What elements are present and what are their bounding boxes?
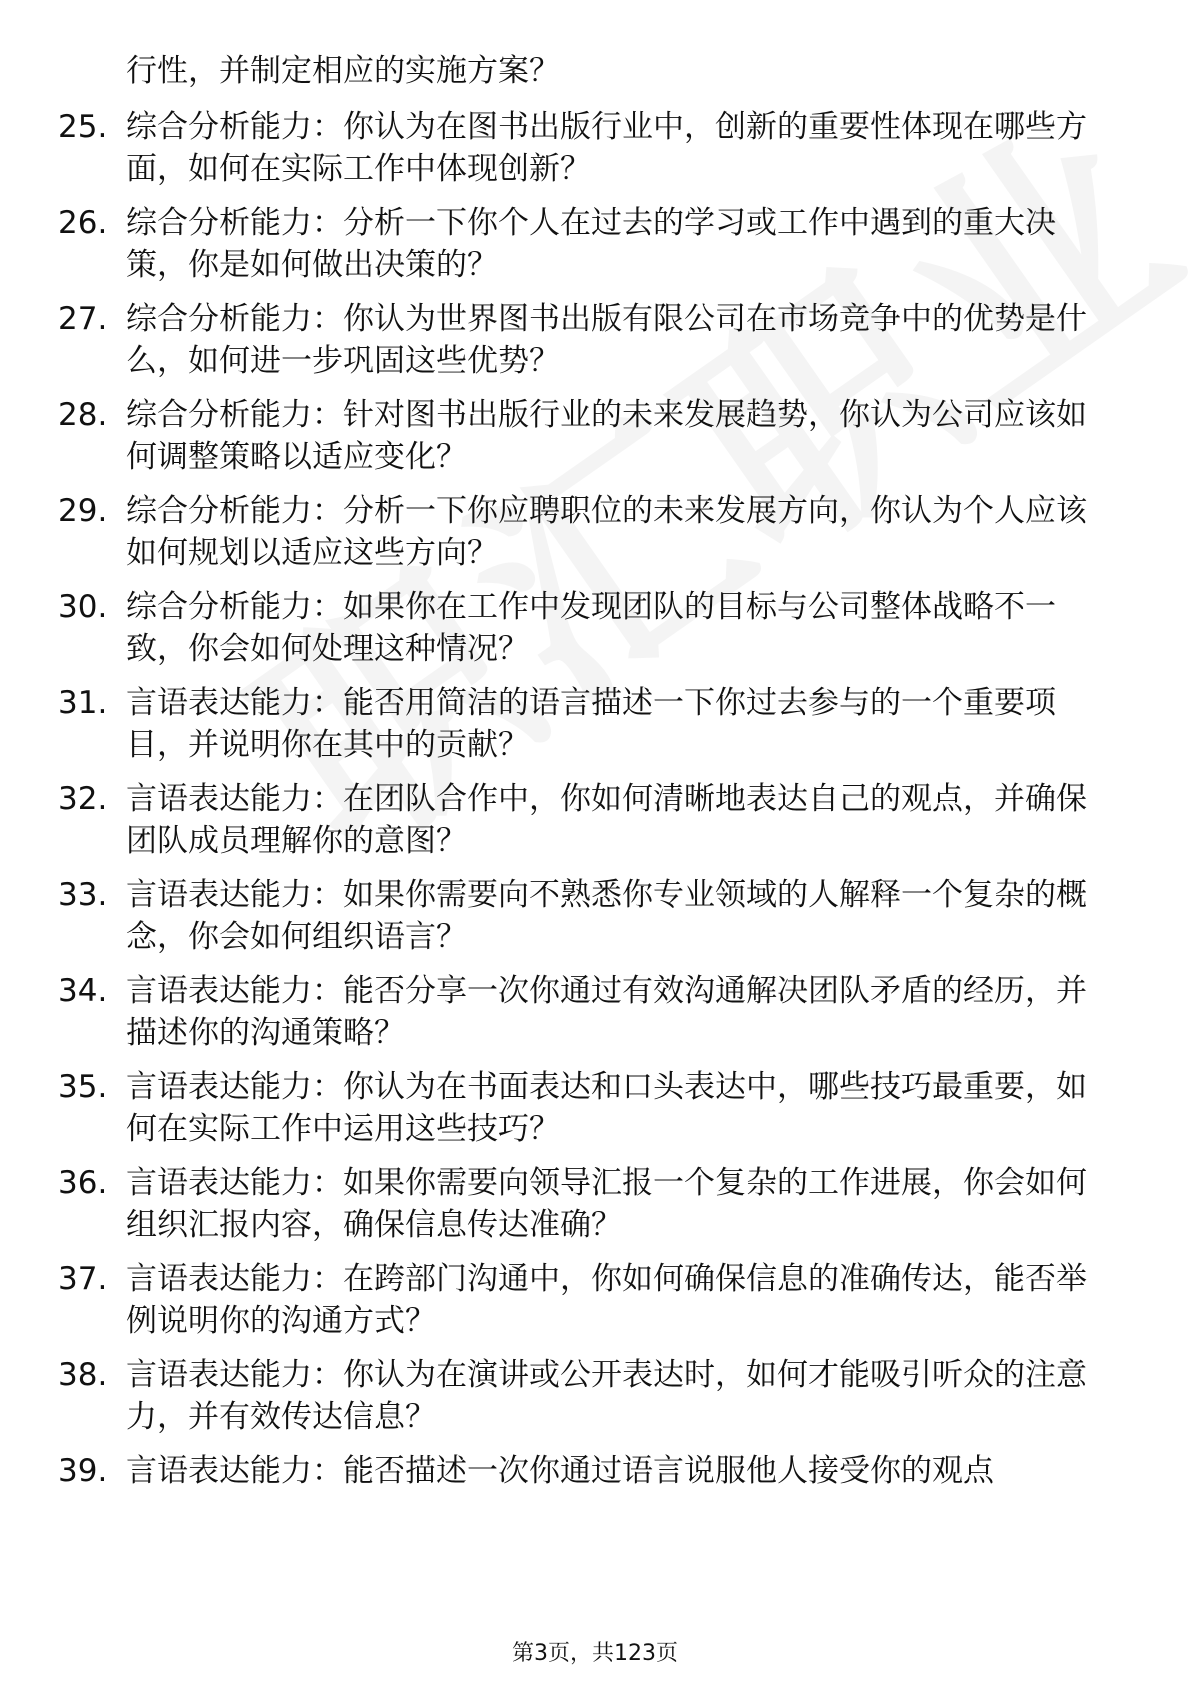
question-text: 言语表达能力：能否分享一次你通过有效沟通解决团队矛盾的经历，并描述你的沟通策略？: [126, 973, 1087, 1051]
question-text: 综合分析能力：你认为世界图书出版有限公司在市场竞争中的优势是什么，如何进一步巩固这些优势？: [126, 301, 1087, 379]
page-footer: 第3页，共123页: [512, 1641, 678, 1666]
question-number: 28.: [58, 397, 108, 433]
question-number: 30.: [58, 589, 108, 625]
question-text: 综合分析能力：分析一下你应聘职位的未来发展方向，你认为个人应该如何规划以适应这些方向？: [126, 493, 1087, 571]
question-text: 言语表达能力：能否描述一次你通过语言说服他人接受你的观点: [126, 1453, 994, 1489]
question-number: 35.: [58, 1069, 108, 1105]
question-number: 34.: [58, 973, 108, 1009]
question-number: 33.: [58, 877, 108, 913]
continuation-line: 行性，并制定相应的实施方案？: [126, 53, 560, 89]
question-text: 综合分析能力：分析一下你个人在过去的学习或工作中遇到的重大决策，你是如何做出决策的？: [126, 205, 1056, 283]
question-number: 39.: [58, 1453, 108, 1489]
question-number: 25.: [58, 109, 108, 145]
question-number: 38.: [58, 1357, 108, 1393]
question-text: 言语表达能力：在跨部门沟通中，你如何确保信息的准确传达，能否举例说明你的沟通方式？: [126, 1261, 1087, 1339]
question-text: 言语表达能力：你认为在演讲或公开表达时，如何才能吸引听众的注意力，并有效传达信息？: [126, 1357, 1087, 1435]
question-text: 言语表达能力：如果你需要向领导汇报一个复杂的工作进展，你会如何组织汇报内容，确保信息传达准确？: [126, 1165, 1087, 1243]
question-number: 26.: [58, 205, 108, 241]
question-number: 31.: [58, 685, 108, 721]
question-number: 32.: [58, 781, 108, 817]
question-text: 综合分析能力：针对图书出版行业的未来发展趋势，你认为公司应该如何调整策略以适应变化？: [126, 397, 1087, 475]
question-text: 综合分析能力：你认为在图书出版行业中，创新的重要性体现在哪些方面，如何在实际工作中体现创新？: [126, 109, 1087, 187]
question-text: 言语表达能力：如果你需要向不熟悉你专业领域的人解释一个复杂的概念，你会如何组织语言？: [126, 877, 1087, 955]
question-text: 言语表达能力：在团队合作中，你如何清晰地表达自己的观点，并确保团队成员理解你的意图？: [126, 781, 1087, 859]
question-number: 37.: [58, 1261, 108, 1297]
question-number: 36.: [58, 1165, 108, 1201]
question-text: 言语表达能力：能否用简洁的语言描述一下你过去参与的一个重要项目，并说明你在其中的贡献？: [126, 685, 1056, 763]
question-number: 29.: [58, 493, 108, 529]
question-text: 言语表达能力：你认为在书面表达和口头表达中，哪些技巧最重要，如何在实际工作中运用这些技巧？: [126, 1069, 1087, 1147]
question-text: 综合分析能力：如果你在工作中发现团队的目标与公司整体战略不一致，你会如何处理这种情况？: [126, 589, 1056, 667]
question-number: 27.: [58, 301, 108, 337]
